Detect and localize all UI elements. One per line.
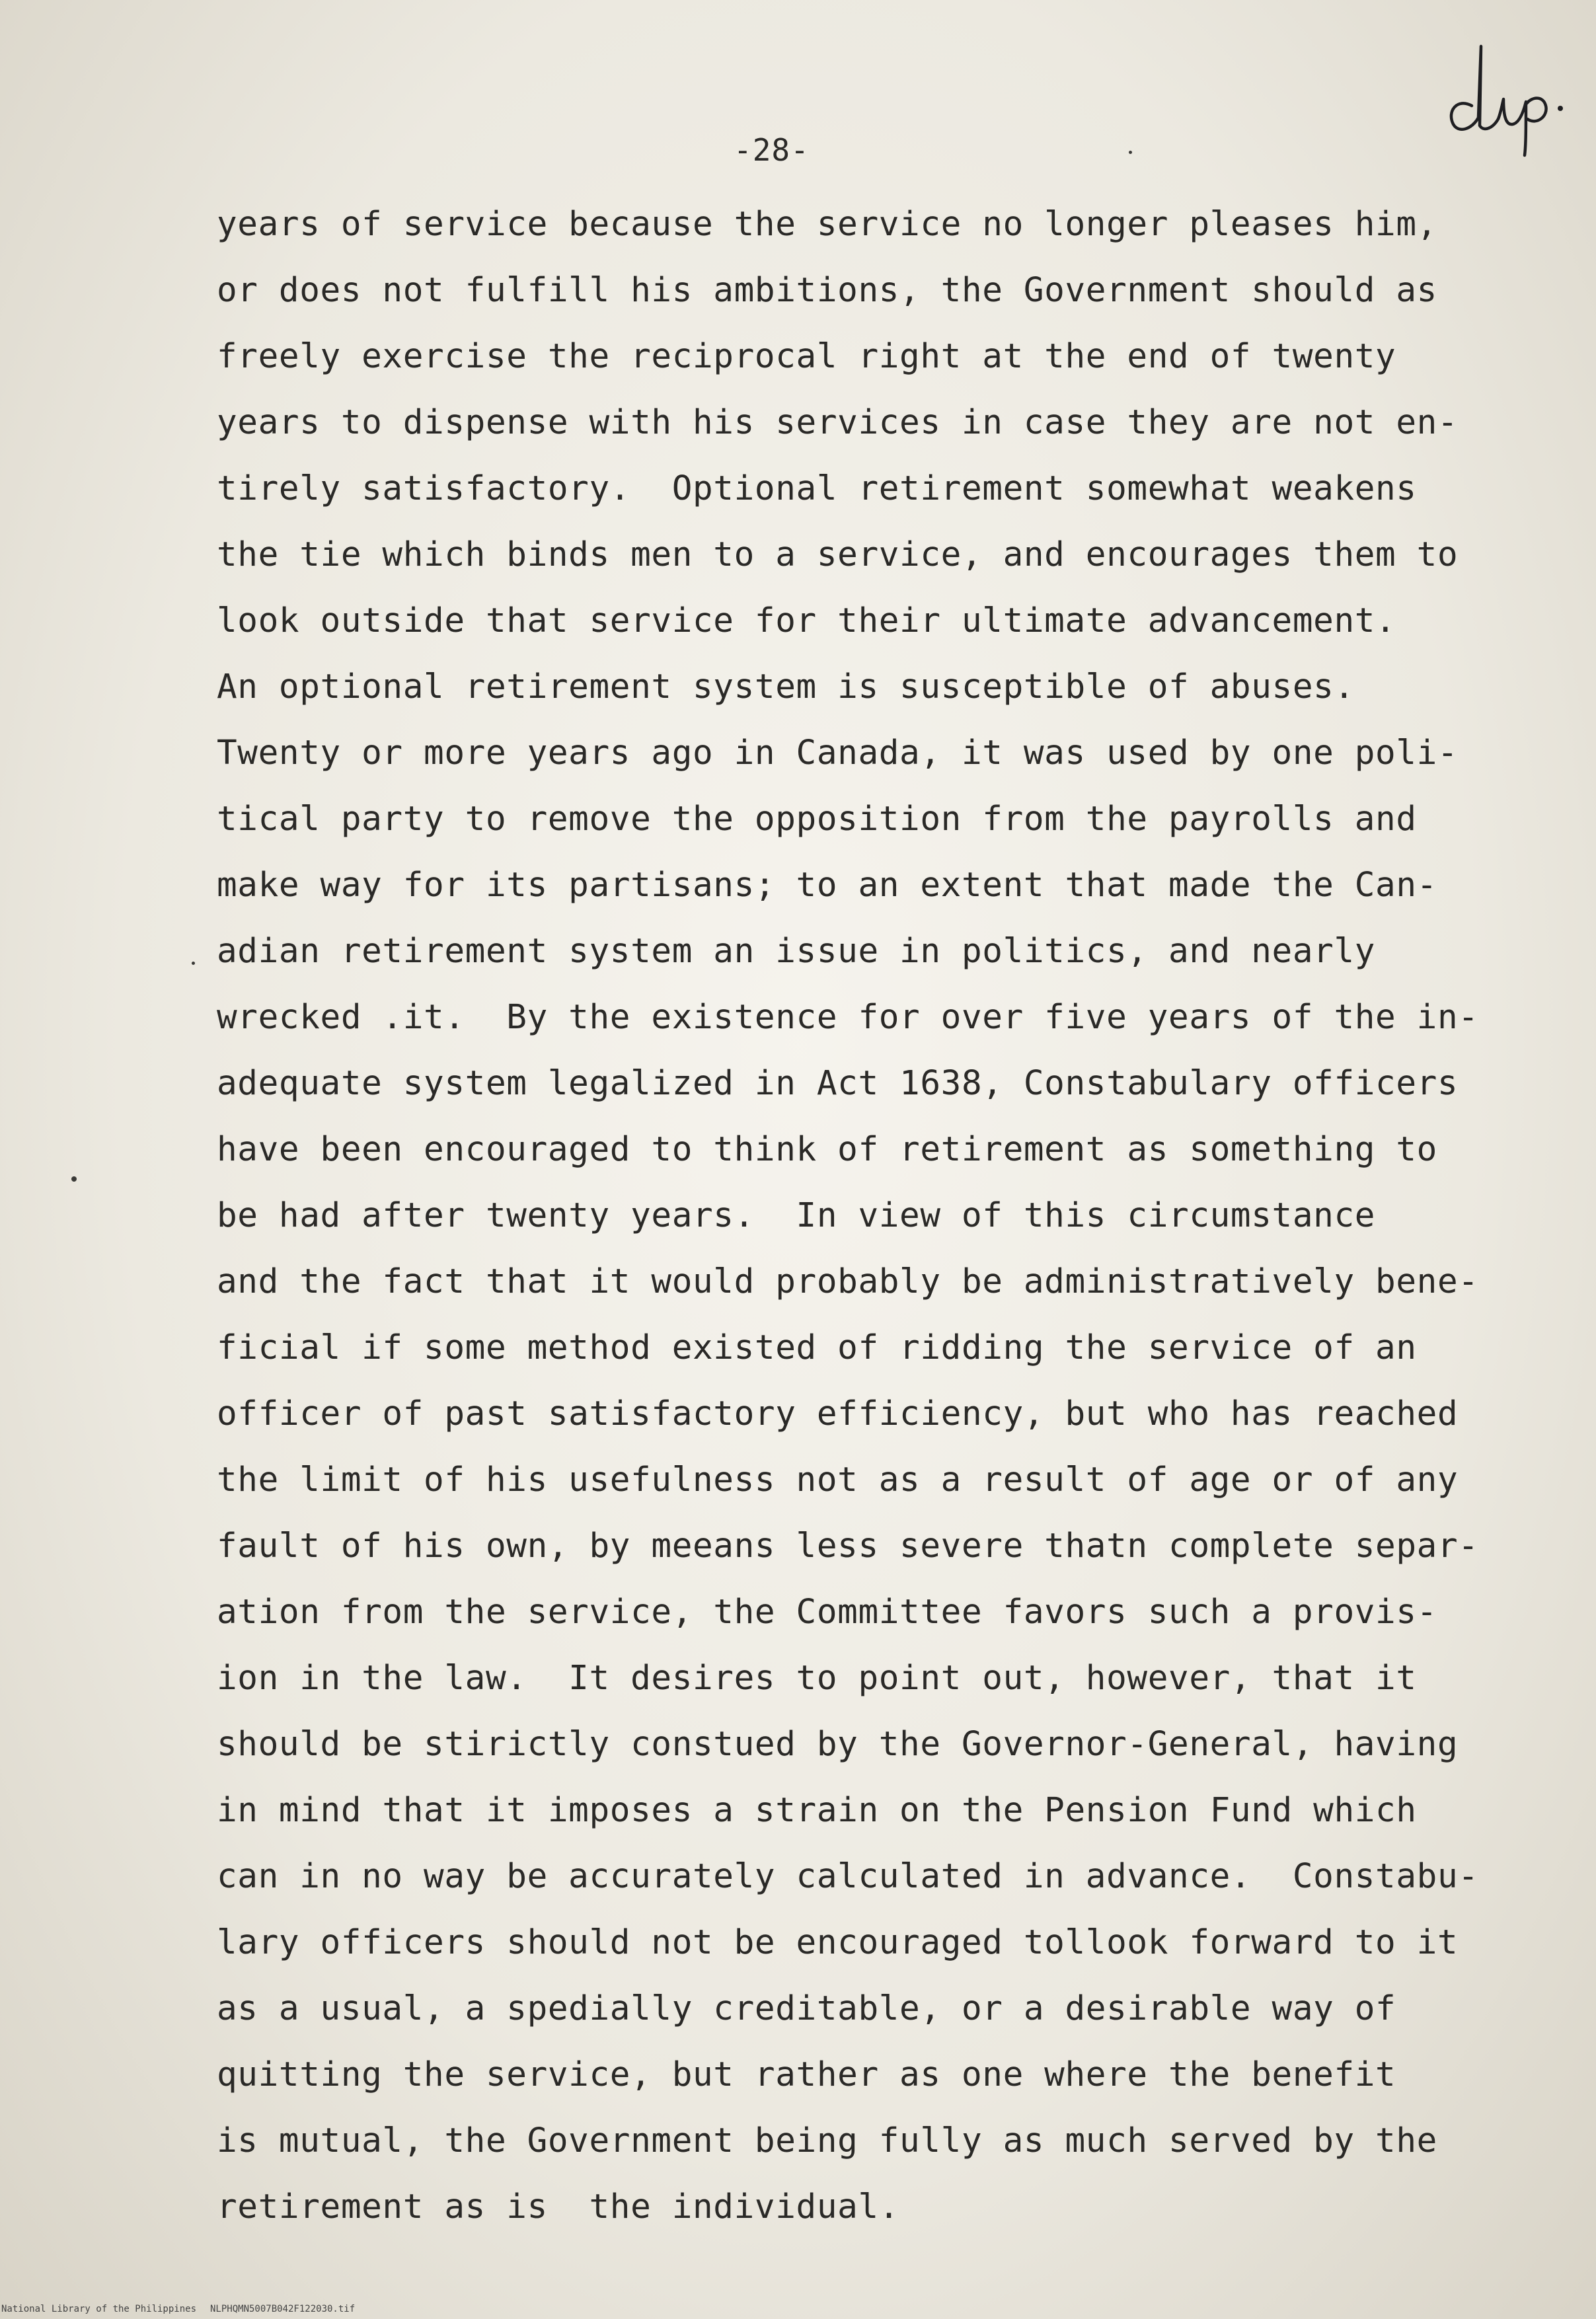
text-line: as a usual, a spedially creditable, or a desirable way of bbox=[217, 1989, 1396, 2028]
footer-file-id: NLPHQMN5007B042F122030.tif bbox=[210, 2304, 356, 2314]
text-line: the tie which binds men to a service, and encourages them to bbox=[217, 535, 1459, 574]
text-line: ficial if some method existed of ridding the service of an bbox=[217, 1328, 1417, 1367]
text-line: wrecked .it. By the existence for over five years of the in- bbox=[217, 998, 1479, 1037]
text-line: years of service because the service no longer pleases him, bbox=[217, 205, 1437, 244]
text-line: and the fact that it would probably be administratively bene- bbox=[217, 1262, 1479, 1301]
footer-institution: National Library of the Philippines bbox=[1, 2304, 197, 2314]
text-line: quitting the service, but rather as one where the benefit bbox=[217, 2055, 1396, 2094]
page-number: -28- bbox=[734, 132, 810, 168]
text-line: Twenty or more years ago in Canada, it was used by one poli- bbox=[217, 734, 1459, 773]
text-line: years to dispense with his services in case they are not en- bbox=[217, 403, 1459, 442]
text-line: in mind that it imposes a strain on the Pension Fund which bbox=[217, 1791, 1417, 1830]
text-line: be had after twenty years. In view of this circumstance bbox=[217, 1196, 1376, 1235]
text-line: lary officers should not be encouraged tollook forward to it bbox=[217, 1923, 1459, 1962]
handwritten-annotation bbox=[1437, 20, 1570, 159]
text-line: look outside that service for their ultimate advancement. bbox=[217, 601, 1396, 640]
text-line: officer of past satisfactory efficiency, but who has reached bbox=[217, 1394, 1459, 1433]
text-line: or does not fulfill his ambitions, the Government should as bbox=[217, 271, 1437, 310]
text-line: tirely satisfactory. Optional retirement somewhat weakens bbox=[217, 469, 1417, 508]
ink-speck bbox=[192, 962, 195, 965]
text-line: is mutual, the Government being fully as much served by the bbox=[217, 2121, 1437, 2160]
text-line: make way for its partisans; to an extent that made the Can- bbox=[217, 866, 1437, 905]
text-line: adequate system legalized in Act 1638, Constabulary officers bbox=[217, 1064, 1459, 1103]
text-line: ation from the service, the Committee favors such a provis- bbox=[217, 1593, 1437, 1632]
text-line: freely exercise the reciprocal right at the end of twenty bbox=[217, 337, 1396, 376]
text-line: retirement as is the individual. bbox=[217, 2187, 900, 2226]
text-line: adian retirement system an issue in politics, and nearly bbox=[217, 932, 1376, 971]
body-text bbox=[217, 192, 1532, 2240]
text-line: should be stirictly constued by the Governor-General, having bbox=[217, 1725, 1459, 1764]
text-line: have been encouraged to think of retirement as something to bbox=[217, 1130, 1437, 1169]
text-line: An optional retirement system is susceptible of abuses. bbox=[217, 667, 1355, 706]
ink-speck bbox=[71, 1176, 77, 1182]
text-line: the limit of his usefulness not as a result of age or of any bbox=[217, 1461, 1459, 1500]
scan-footer bbox=[0, 2304, 1596, 2318]
text-line: tical party to remove the opposition from the payrolls and bbox=[217, 800, 1417, 839]
text-line: ion in the law. It desires to point out, however, that it bbox=[217, 1659, 1417, 1698]
text-line: can in no way be accurately calculated in advance. Constabu- bbox=[217, 1857, 1479, 1896]
text-line: fault of his own, by meeans less severe thatn complete separ- bbox=[217, 1527, 1479, 1566]
ink-speck bbox=[1129, 151, 1132, 154]
